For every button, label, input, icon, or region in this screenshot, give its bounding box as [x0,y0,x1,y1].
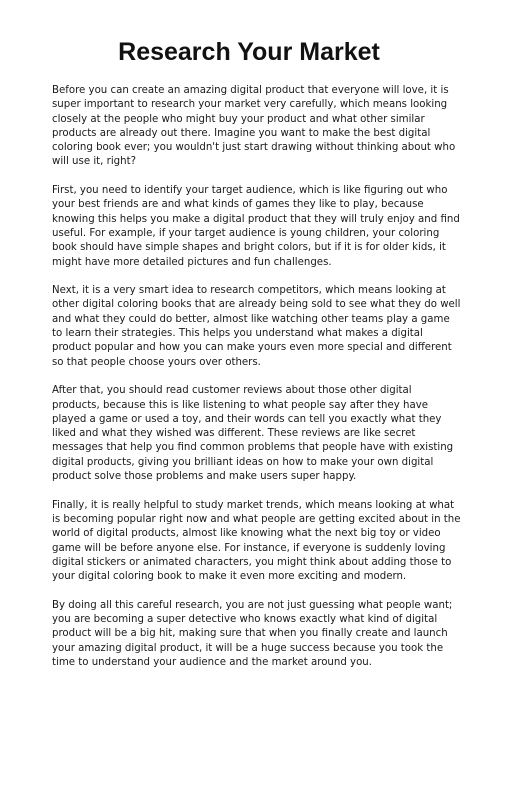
paragraph-intro: Before you can create an amazing digital product that everyone will love, it is super important to research your market very carefully, which means looking closely at the people who might buy your product and what other similar products are already out there. Imagine you want to make the best digital coloring book ever; you wouldn't just start drawing without thinking about who will use it, right? [52,85,456,168]
paragraph-customer-reviews: After that, you should read customer reviews about those other digital products, because this is like listening to what people say after they have played a game or used a toy, and their words can tell you exactly what they liked and what they wished was different. These reviews are like secret messages that help you find common problems that people have with existing digital products, giving you brilliant ideas on how to make your own digital product solve those problems and make users super happy. [52,385,454,483]
paragraph-market-trends: Finally, it is really helpful to study market trends, which means looking at what is becoming popular right now and what people are getting excited about in the world of digital products, almost like knowing what the next big toy or video game will be before anyone else. For instance, if everyone is suddenly loving digital stickers or animated characters, you might think about adding those to your digital coloring book to make it even more exciting and modern. [52,499,461,583]
paragraph-conclusion: By doing all this careful research, you are not just guessing what people want; you are becoming a super detective who knows exactly what kind of digital product will be a big hit, making sure that when you finally create and launch your amazing digital product, it will be a huge success because you took the time to understand your audience and the market around you. [52,599,453,668]
article-body [52,84,462,684]
page-title: Research Your Market [118,38,380,66]
paragraph-competitors: Next, it is a very smart idea to research competitors, which means looking at other digital coloring books that are already being sold to see what they do well and what they could do better, almost like watching other teams play a game to learn their strategies. This helps you understand what makes a digital product popular and how you can make yours even more special and different so that people choose yours over others. [52,285,461,368]
paragraph-target-audience: First, you need to identify your target audience, which is like figuring out who your best friends are and what kinds of games they like to play, because knowing this helps you make a digital product that they will truly enjoy and find useful. For example, if your target audience is young children, your coloring book should have simple shapes and bright colors, but if it is for older kids, it might have more detailed pictures and fun challenges. [52,185,460,268]
